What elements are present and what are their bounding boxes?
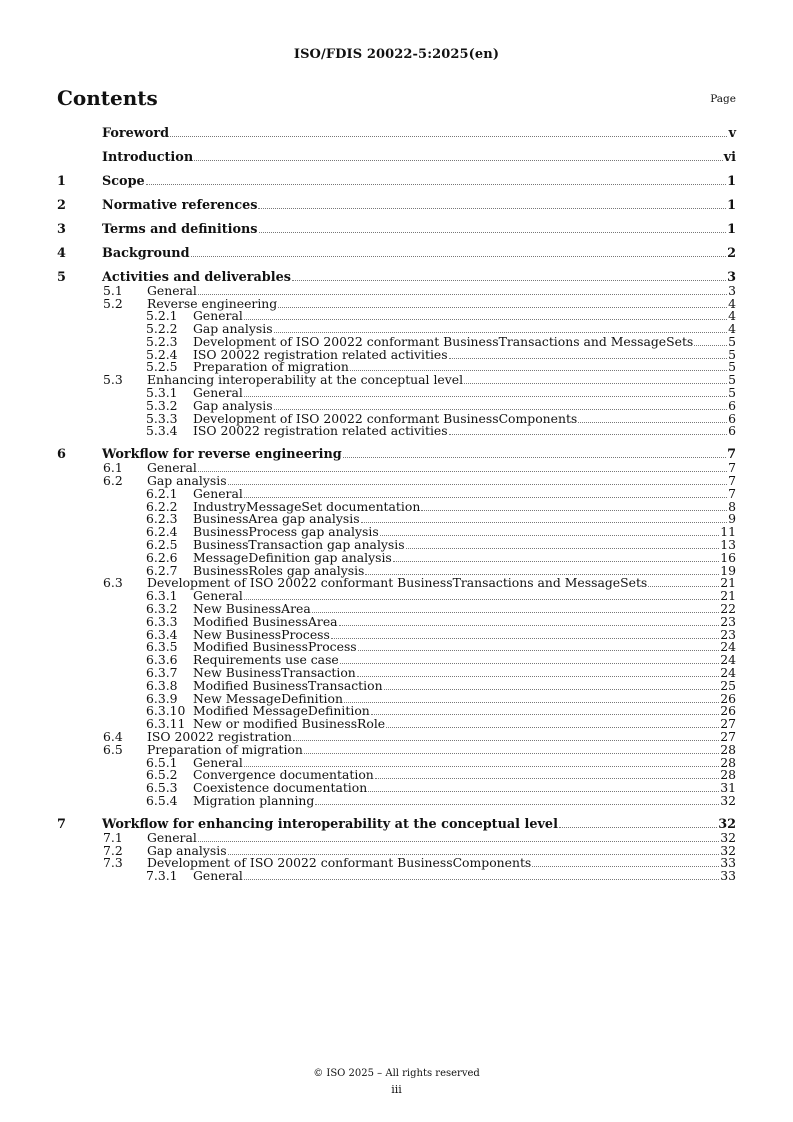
page-column-label: Page — [710, 93, 736, 105]
dot-leader — [259, 232, 727, 233]
toc-entry-page[interactable]: 11 — [720, 524, 736, 540]
toc-entry-page[interactable]: 28 — [720, 767, 736, 783]
toc-entry-title[interactable]: General — [193, 588, 243, 604]
toc-entry-number: 6 — [57, 447, 66, 463]
toc-entry-title[interactable]: General — [193, 485, 243, 501]
toc-entry-number: 7.3 — [103, 855, 123, 871]
toc-entry-page[interactable]: 19 — [720, 562, 736, 578]
toc-entry[interactable] — [57, 128, 736, 141]
toc-entry[interactable] — [57, 425, 736, 438]
toc-entry-title[interactable]: Enhancing interoperability at the conceptual level — [147, 372, 464, 388]
toc-entry-number: 6.3 — [103, 575, 123, 591]
toc-entry-number: 2 — [57, 197, 66, 213]
toc-entry-number: 7.2 — [103, 842, 123, 858]
toc-entry-page[interactable]: vi — [723, 149, 736, 165]
toc-entry-number: 5.2.1 — [146, 308, 178, 324]
dot-leader — [532, 866, 719, 867]
toc-entry-number: 6.2.1 — [146, 485, 178, 501]
dot-leader — [198, 841, 719, 842]
dot-leader — [194, 160, 723, 161]
toc-entry-title[interactable]: Workflow for enhancing interoperability at the conceptual level — [102, 816, 558, 832]
dot-leader — [292, 280, 726, 281]
toc-entry-title[interactable]: Gap analysis — [193, 397, 273, 413]
toc-entry-title[interactable]: Coexistence documentation — [193, 780, 368, 796]
dot-leader — [386, 727, 719, 728]
toc-entry-number: 6.3.9 — [146, 690, 178, 706]
dot-leader — [375, 778, 719, 779]
toc-entry-page[interactable]: 24 — [720, 652, 736, 668]
dot-leader — [315, 804, 719, 805]
dot-leader — [343, 457, 726, 458]
toc-entry-page[interactable]: 6 — [728, 423, 736, 439]
toc-entry-page[interactable]: 31 — [720, 780, 736, 796]
toc-entry[interactable] — [57, 792, 736, 808]
toc-entry-title[interactable]: New BusinessProcess — [193, 626, 330, 642]
dot-leader — [361, 522, 728, 523]
toc-entry-title[interactable]: Modified MessageDefinition — [193, 703, 370, 719]
dot-leader — [357, 676, 719, 677]
toc-entry-page[interactable]: 21 — [720, 575, 736, 591]
toc-entry-number: 6.2.4 — [146, 524, 178, 540]
toc-entry[interactable] — [57, 870, 736, 883]
toc-entry-title[interactable]: New BusinessTransaction — [193, 665, 356, 680]
toc-entry-title[interactable]: Gap analysis — [193, 321, 273, 337]
toc-entry-page[interactable]: 32 — [720, 792, 736, 808]
dot-leader — [274, 409, 728, 410]
toc-entry-page[interactable]: 28 — [720, 754, 736, 770]
dot-leader — [244, 879, 719, 880]
toc-entry-title[interactable]: Development of ISO 20022 conformant BusinessComponents — [193, 410, 578, 426]
toc-entry-title[interactable]: BusinessRoles gap analysis — [193, 562, 365, 578]
toc-entry-title[interactable]: Activities and deliverables — [102, 269, 291, 285]
contents-title: Contents — [57, 86, 158, 110]
toc-entry-title[interactable]: Development of ISO 20022 conformant BusinessTransactions and MessageSets — [193, 333, 694, 349]
copyright-notice: © ISO 2025 – All rights reserved — [313, 1068, 480, 1079]
toc-entry-title[interactable]: Migration planning — [193, 792, 315, 808]
toc-entry-page[interactable]: 5 — [728, 346, 736, 362]
dot-leader — [694, 345, 727, 346]
toc-entry-title[interactable]: BusinessTransaction gap analysis — [193, 537, 405, 553]
toc-entry-number: 5.3.2 — [146, 397, 178, 413]
toc-entry-title[interactable]: General — [147, 282, 197, 298]
toc-entry-number: 6.3.11 — [146, 716, 186, 732]
toc-entry-page[interactable]: 1 — [727, 221, 736, 237]
dot-leader — [449, 434, 728, 435]
toc-entry-title[interactable]: Gap analysis — [147, 473, 227, 489]
dot-leader — [648, 586, 719, 587]
toc-entry-page[interactable]: 5 — [728, 333, 736, 349]
dot-leader — [449, 358, 728, 359]
page-number: iii — [391, 1083, 402, 1096]
document-footer — [0, 1066, 793, 1098]
toc-entry-number: 6.2.6 — [146, 549, 178, 565]
toc-entry-title[interactable]: New BusinessArea — [193, 601, 311, 617]
toc-entry-title[interactable]: General — [193, 385, 243, 401]
toc-entry-number: 5.2.4 — [146, 346, 178, 362]
dot-leader — [464, 383, 727, 384]
toc-entry-number: 6.3.6 — [146, 652, 178, 668]
toc-entry-page[interactable]: 33 — [720, 868, 736, 884]
document-header: ISO/FDIS 20022-5:2025(en) — [293, 47, 500, 62]
toc-entry-page[interactable]: 4 — [728, 295, 736, 311]
toc-entry-title[interactable]: Preparation of migration — [147, 741, 303, 757]
dot-leader — [274, 332, 728, 333]
toc-entry-page[interactable]: 24 — [720, 665, 736, 680]
dot-leader — [244, 396, 727, 397]
toc-entry-page[interactable]: 8 — [728, 498, 736, 514]
toc-entry-page[interactable]: 27 — [720, 716, 736, 732]
toc-entry-number: 6.5.4 — [146, 792, 178, 808]
toc-entry-title[interactable]: Convergence documentation — [193, 767, 374, 783]
toc-entry-title[interactable]: Development of ISO 20022 conformant BusinessComponents — [147, 855, 532, 871]
table-of-contents — [57, 128, 736, 883]
toc-entry-page[interactable]: 7 — [728, 460, 736, 476]
dot-leader — [304, 753, 719, 754]
toc-entry-number: 5.3 — [103, 372, 123, 388]
toc-entry-page[interactable]: 6 — [728, 410, 736, 426]
dot-leader — [578, 422, 727, 423]
toc-entry-title[interactable]: General — [147, 829, 197, 845]
toc-entry-number: 5.3.1 — [146, 385, 178, 401]
toc-entry-page[interactable]: 3 — [728, 282, 736, 298]
toc-entry-page[interactable]: 7 — [728, 473, 736, 489]
toc-entry-page[interactable]: v — [728, 126, 736, 141]
toc-entry-page[interactable]: 33 — [720, 855, 736, 871]
toc-entry-page[interactable]: 25 — [720, 677, 736, 693]
toc-entry-title[interactable]: New MessageDefinition — [193, 690, 343, 706]
toc-entry-page[interactable]: 6 — [728, 397, 736, 413]
dot-leader — [421, 510, 727, 511]
toc-entry-number: 5.3.3 — [146, 410, 178, 426]
toc-entry-page[interactable]: 5 — [728, 372, 736, 388]
toc-entry-page[interactable]: 4 — [728, 321, 736, 337]
dot-leader — [559, 827, 717, 828]
toc-entry-title[interactable]: Normative references — [102, 197, 258, 213]
dot-leader — [340, 663, 719, 664]
toc-entry-number: 4 — [57, 245, 66, 261]
dot-leader — [244, 599, 719, 600]
toc-entry-title[interactable]: ISO 20022 registration related activities — [193, 423, 448, 439]
toc-entry-page[interactable]: 26 — [720, 703, 736, 719]
toc-entry[interactable] — [57, 149, 736, 165]
toc-entry-page[interactable]: 5 — [728, 385, 736, 401]
dot-leader — [146, 184, 726, 185]
toc-entry[interactable] — [57, 221, 736, 237]
toc-entry-title[interactable]: General — [193, 868, 243, 884]
dot-leader — [312, 612, 719, 613]
toc-entry-number: 6.2.7 — [146, 562, 178, 578]
dot-leader — [344, 702, 719, 703]
toc-entry-number: 5.2 — [103, 295, 123, 311]
toc-entry-number: 6.2 — [103, 473, 123, 489]
toc-entry-number: 7 — [57, 816, 66, 832]
toc-entry-page[interactable]: 32 — [720, 829, 736, 845]
toc-entry-title[interactable]: IndustryMessageSet documentation — [193, 498, 421, 514]
toc-entry-number: 3 — [57, 221, 66, 237]
toc-entry-number: 6.1 — [103, 460, 123, 476]
toc-entry-title[interactable]: General — [193, 308, 243, 324]
toc-entry-number: 1 — [57, 173, 66, 189]
dot-leader — [384, 689, 720, 690]
toc-entry-title[interactable]: Reverse engineering — [147, 295, 278, 311]
toc-entry-title[interactable]: Introduction — [102, 149, 194, 165]
dot-leader — [198, 471, 727, 472]
toc-entry-title[interactable]: BusinessProcess gap analysis — [193, 524, 379, 540]
dot-leader — [393, 561, 719, 562]
toc-entry-title[interactable]: Gap analysis — [147, 842, 227, 858]
dot-leader — [293, 740, 719, 741]
toc-entry-page[interactable]: 26 — [720, 690, 736, 706]
dot-leader — [339, 625, 720, 626]
toc-entry-number: 6.2.5 — [146, 537, 178, 553]
toc-entry-number: 6.3.3 — [146, 613, 178, 629]
toc-entry-page[interactable]: 4 — [728, 308, 736, 324]
toc-entry-title[interactable]: Modified BusinessArea — [193, 613, 338, 629]
toc-entry-number: 6.3.7 — [146, 665, 178, 680]
dot-leader — [198, 294, 727, 295]
toc-entry-number: 5.2.3 — [146, 333, 178, 349]
toc-entry-title[interactable]: Scope — [102, 173, 145, 189]
toc-entry-page[interactable]: 32 — [718, 816, 736, 832]
toc-entry-number: 5 — [57, 269, 66, 285]
toc-entry-page[interactable]: 5 — [728, 359, 736, 375]
toc-entry-title[interactable]: ISO 20022 registration — [147, 728, 293, 744]
dot-leader — [371, 714, 719, 715]
toc-entry-title[interactable]: General — [147, 460, 197, 476]
toc-entry-number: 6.5.2 — [146, 767, 178, 783]
toc-entry-number: 6.3.4 — [146, 626, 178, 642]
toc-entry-number: 5.2.5 — [146, 359, 178, 375]
toc-entry[interactable] — [57, 197, 736, 213]
toc-entry-page[interactable]: 1 — [727, 197, 736, 213]
toc-entry-number: 6.3.8 — [146, 677, 178, 693]
toc-entry-title[interactable]: Requirements use case — [193, 652, 339, 668]
toc-entry-page[interactable]: 32 — [720, 842, 736, 858]
dot-leader — [244, 319, 727, 320]
dot-leader — [380, 535, 720, 536]
toc-entry-page[interactable]: 27 — [720, 728, 736, 744]
dot-leader — [278, 307, 727, 308]
toc-entry[interactable] — [57, 245, 736, 261]
toc-entry-title[interactable]: Workflow for reverse engineering — [102, 447, 342, 463]
dot-leader — [358, 650, 720, 651]
toc-entry-page[interactable]: 9 — [728, 511, 736, 527]
toc-entry-title[interactable]: ISO 20022 registration related activities — [193, 346, 448, 362]
dot-leader — [191, 256, 727, 257]
toc-entry-number: 6.3.2 — [146, 601, 178, 617]
toc-entry-title[interactable]: Preparation of migration — [193, 359, 349, 375]
dot-leader — [244, 497, 727, 498]
toc-entry-number: 6.2.3 — [146, 511, 178, 527]
toc-entry-number: 5.2.2 — [146, 321, 178, 337]
toc-entry-page[interactable]: 7 — [727, 447, 736, 463]
toc-entry-number: 6.4 — [103, 728, 123, 744]
toc-entry-number: 6.2.2 — [146, 498, 178, 514]
toc-entry-title[interactable]: Modified BusinessTransaction — [193, 677, 383, 693]
toc-entry-title[interactable]: Terms and definitions — [102, 221, 258, 237]
toc-entry-title[interactable]: BusinessArea gap analysis — [193, 511, 360, 527]
toc-entry-title[interactable]: Development of ISO 20022 conformant BusinessTransactions and MessageSets — [147, 575, 648, 591]
toc-entry-number: 7.1 — [103, 829, 123, 845]
toc-entry-number: 6.3.10 — [146, 703, 186, 719]
toc-entry-number: 6.3.1 — [146, 588, 178, 604]
toc-entry[interactable] — [57, 173, 736, 189]
toc-entry-title[interactable]: Foreword — [102, 126, 170, 141]
toc-entry-number: 5.1 — [103, 282, 123, 298]
toc-entry-page[interactable]: 21 — [720, 588, 736, 604]
toc-entry-page[interactable]: 22 — [720, 601, 736, 617]
toc-entry-page[interactable]: 23 — [720, 613, 736, 629]
dot-leader — [258, 208, 726, 209]
toc-entry-page[interactable]: 1 — [727, 173, 736, 189]
toc-entry-number: 6.5.3 — [146, 780, 178, 796]
toc-entry-page[interactable]: 3 — [727, 269, 736, 285]
toc-entry-page[interactable]: 24 — [720, 639, 736, 655]
toc-entry-title[interactable]: New or modified BusinessRole — [193, 716, 386, 732]
toc-entry-page[interactable]: 23 — [720, 626, 736, 642]
toc-entry-title[interactable]: Modified BusinessProcess — [193, 639, 357, 655]
toc-entry-number: 6.5 — [103, 741, 123, 757]
toc-entry-page[interactable]: 16 — [720, 549, 736, 565]
dot-leader — [228, 484, 728, 485]
dot-leader — [170, 136, 727, 137]
toc-entry-title[interactable]: General — [193, 754, 243, 770]
toc-entry-title[interactable]: Background — [102, 245, 190, 261]
toc-entry-page[interactable]: 13 — [720, 537, 736, 553]
toc-entry-page[interactable]: 28 — [720, 741, 736, 757]
toc-entry-number: 6.5.1 — [146, 754, 178, 770]
toc-entry-title[interactable]: MessageDefinition gap analysis — [193, 549, 392, 565]
dot-leader — [406, 548, 720, 549]
dot-leader — [368, 791, 719, 792]
toc-entry-number: 5.3.4 — [146, 423, 178, 439]
dot-leader — [331, 638, 719, 639]
toc-entry-number: 6.3.5 — [146, 639, 178, 655]
toc-entry-page[interactable]: 7 — [728, 485, 736, 501]
toc-entry-page[interactable]: 2 — [727, 245, 736, 261]
toc-entry-number: 7.3.1 — [146, 868, 178, 884]
